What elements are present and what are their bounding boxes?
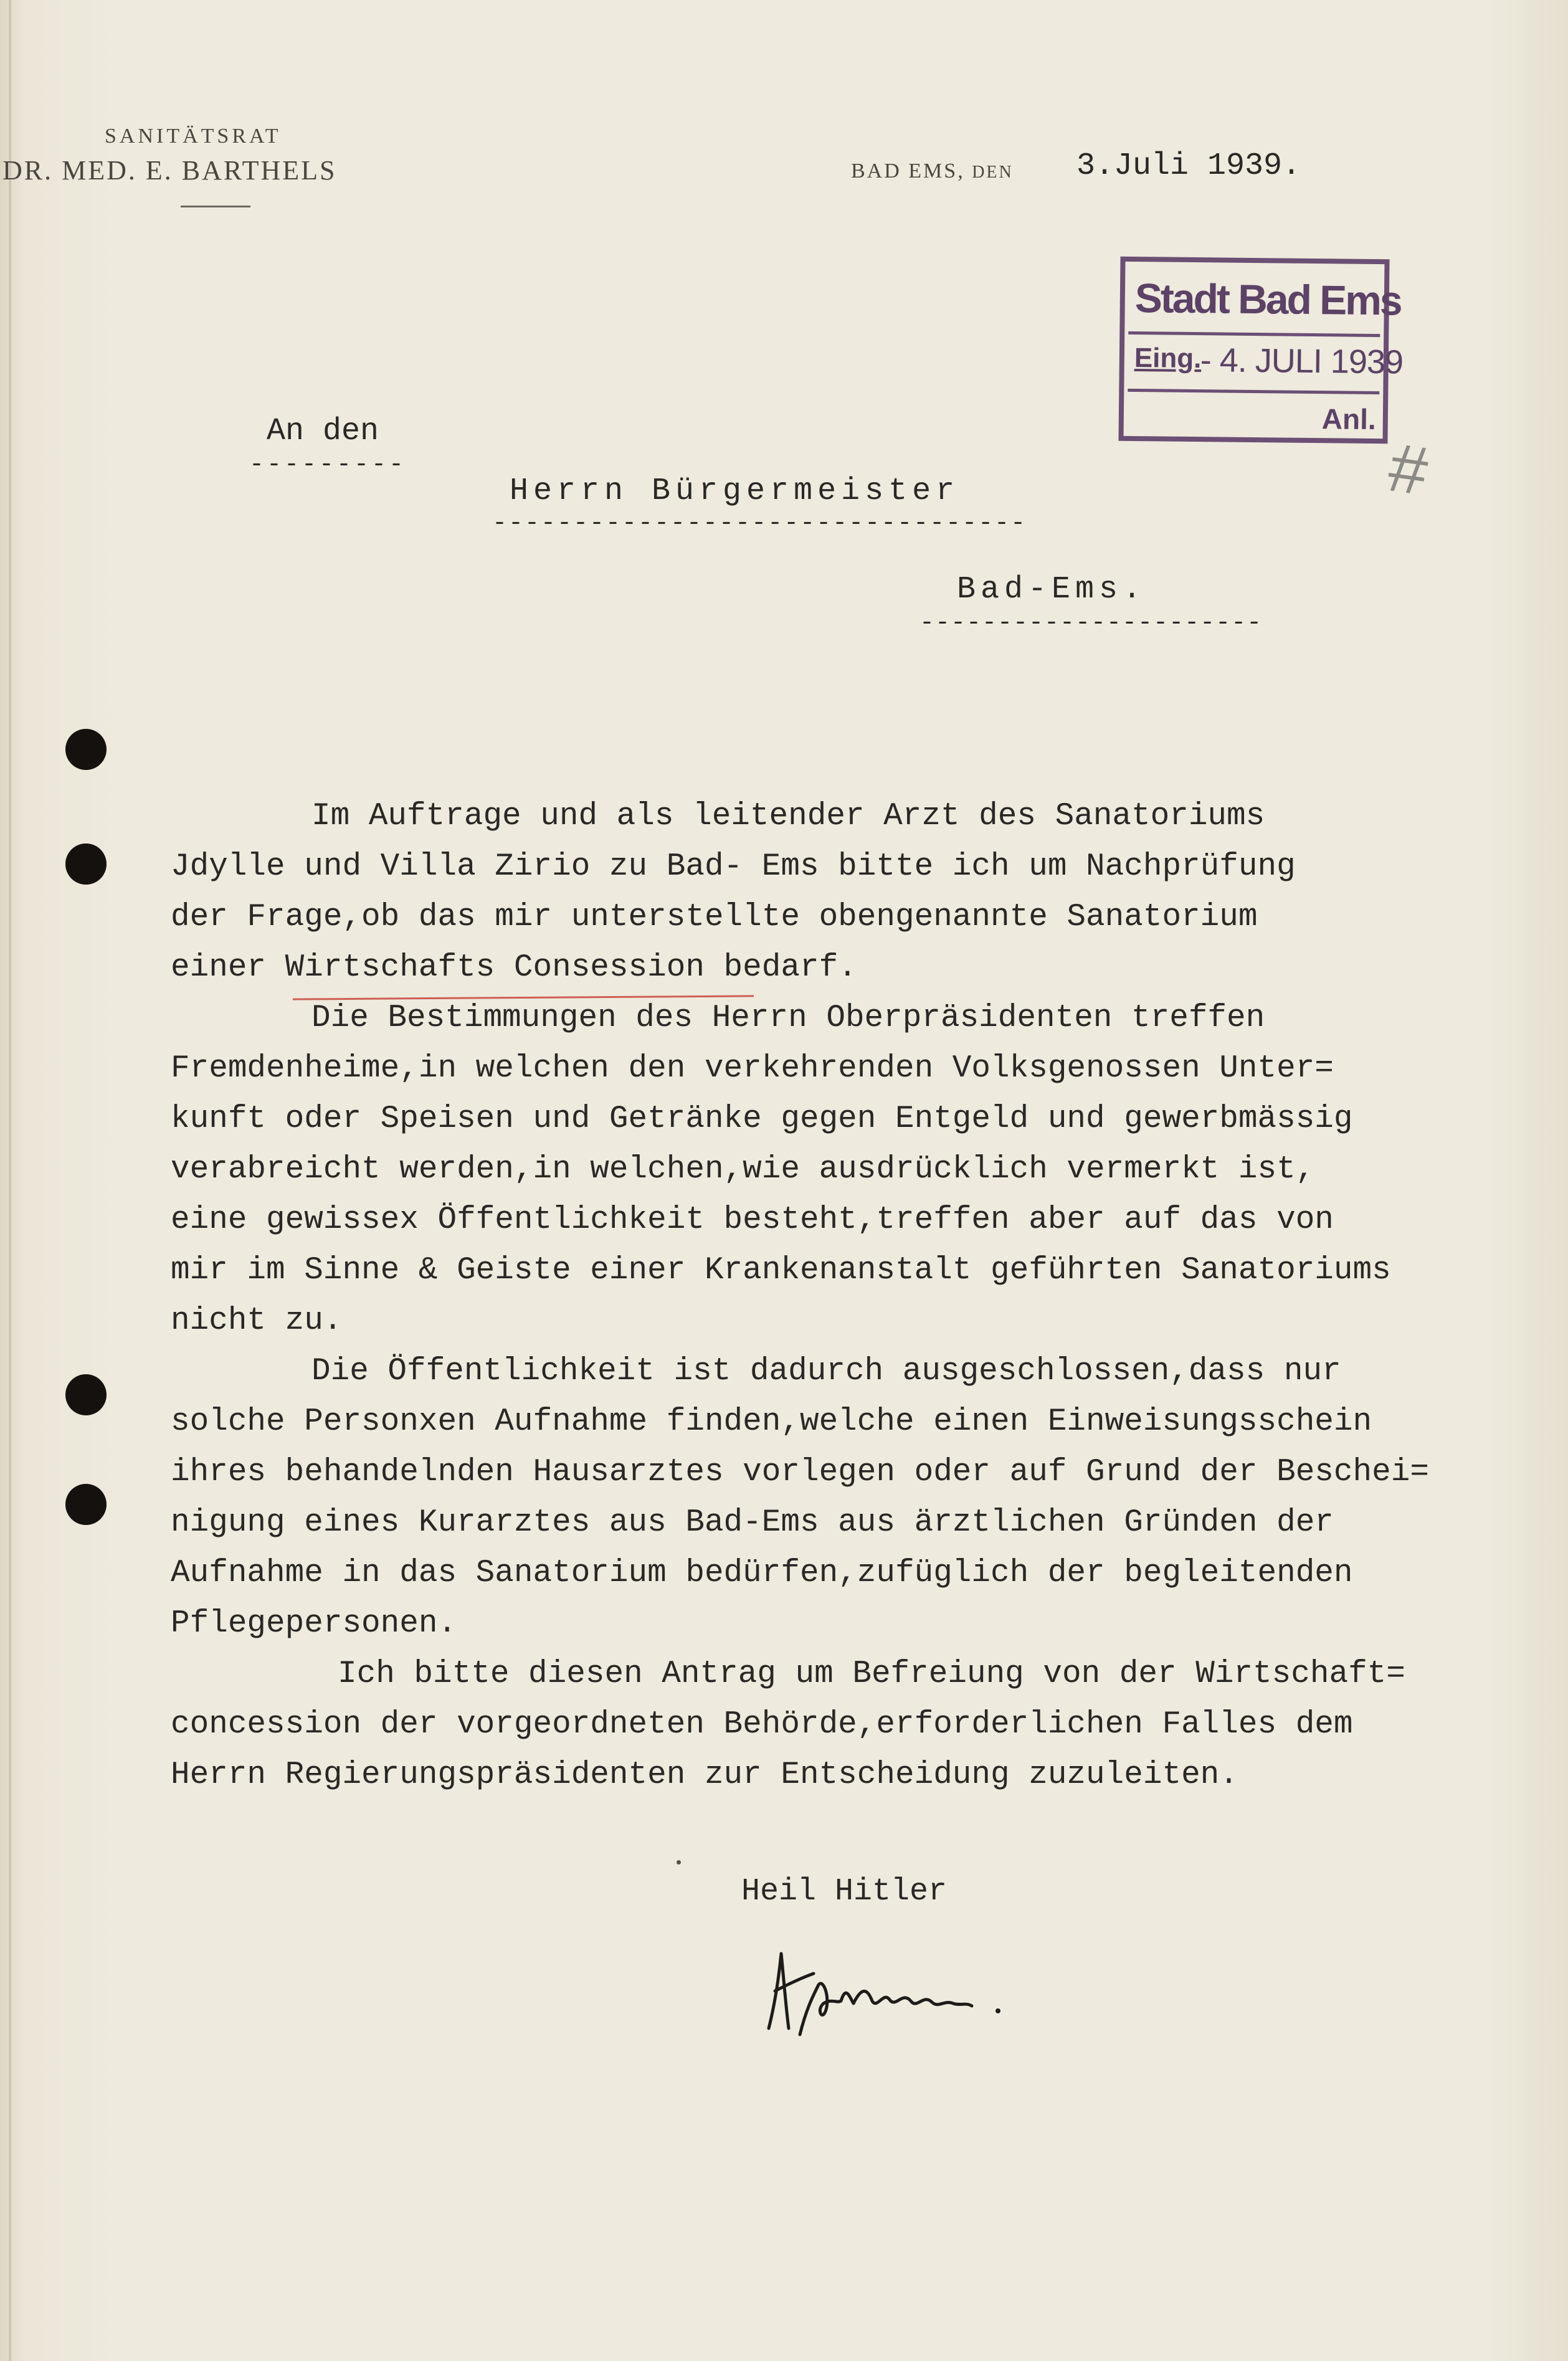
punch-hole-2	[65, 843, 107, 885]
address-city: Bad-Ems.	[957, 572, 1147, 607]
stamp-anl-label: Anl.	[1321, 402, 1377, 436]
body-line: Pflegepersonen.	[171, 1606, 457, 1641]
body-line: Die Bestimmungen des Herrn Oberpräsidenten treffen	[311, 1000, 1265, 1036]
body-line: Im Auftrage und als leitender Arzt des Sanatoriums	[311, 799, 1265, 834]
address-to-underline: ---------	[249, 451, 407, 479]
closing-greeting: Heil Hitler	[741, 1874, 948, 1909]
paragraph-1	[171, 791, 1454, 993]
place-den: DEN	[972, 163, 1014, 182]
body-line: Aufnahme in das Sanatorium bedürfen,zufüglich der begleitenden	[171, 1556, 1353, 1591]
paragraph-4	[171, 1649, 1454, 1800]
received-stamp	[1118, 257, 1404, 444]
paragraph-3	[171, 1346, 1454, 1649]
page-edge	[9, 0, 11, 2361]
letterhead-title: SANITÄTSRAT	[105, 125, 282, 148]
body-line: mir im Sinne & Geiste einer Krankenanstalt geführten Sanatoriums	[171, 1253, 1391, 1288]
place-name: BAD EMS,	[851, 159, 965, 183]
address-to: An den	[267, 414, 379, 449]
stamp-date: - 4. JULI 1939	[1200, 341, 1404, 381]
body-line: concession der vorgeordneten Behörde,erforderlichen Falles dem	[171, 1707, 1353, 1742]
body-line: Herrn Regierungspräsidenten zur Entscheidung zuzuleiten.	[171, 1757, 1238, 1793]
address-recipient: Herrn Bürgermeister	[510, 473, 960, 509]
body-line: nigung eines Kurarztes aus Bad-Ems aus ärztlichen Gründen der	[171, 1505, 1334, 1541]
letter-date: 3.Juli 1939.	[1076, 148, 1301, 184]
handwritten-signature	[756, 1941, 1012, 2041]
letterhead-name: DR. MED. E. BARTHELS	[2, 155, 337, 186]
stamp-divider	[1128, 331, 1380, 337]
punch-hole-3	[65, 1374, 107, 1415]
address-city-underline: ----------------------	[919, 609, 1263, 637]
body-line: einer Wirtschafts Consession bedarf.	[171, 950, 857, 986]
stamp-title: Stadt Bad Ems	[1134, 274, 1402, 324]
ink-dot	[677, 1860, 681, 1865]
letter-body	[171, 791, 1454, 1800]
body-line: ihres behandelnden Hausarztes vorlegen oder auf Grund der Beschei=	[171, 1455, 1429, 1490]
pencil-mark: #	[1384, 429, 1433, 510]
punch-hole-4	[65, 1484, 107, 1525]
paragraph-2	[171, 993, 1454, 1346]
body-line: Fremdenheime,in welchen den verkehrenden Volksgenossen Unter=	[171, 1051, 1334, 1086]
body-line: Ich bitte diesen Antrag um Befreiung von der Wirtschaft=	[338, 1656, 1405, 1692]
body-line: der Frage,ob das mir unterstellte obengenannte Sanatorium	[171, 900, 1258, 935]
letterhead-rule	[181, 206, 250, 207]
body-line: Die Öffentlichkeit ist dadurch ausgeschlossen,dass nur	[311, 1354, 1341, 1389]
punch-hole-1	[65, 729, 107, 770]
stamp-eing-label: Eing.	[1134, 342, 1202, 374]
body-line: verabreicht werden,in welchen,wie ausdrücklich vermerkt ist,	[171, 1152, 1315, 1187]
stamp-divider	[1128, 389, 1379, 394]
letterhead-place	[851, 159, 1014, 183]
body-line: eine gewissex Öffentlichkeit besteht,treffen aber auf das von	[171, 1202, 1334, 1238]
address-recipient-underline: ---------------------------------	[492, 510, 1027, 538]
body-line: nicht zu.	[171, 1303, 343, 1339]
body-line: kunft oder Speisen und Getränke gegen Entgeld und gewerbmässig	[171, 1101, 1353, 1137]
body-line: solche Personxen Aufnahme finden,welche einen Einweisungsschein	[171, 1404, 1372, 1440]
body-line: Jdylle und Villa Zirio zu Bad- Ems bitte ich um Nachprüfung	[171, 849, 1296, 885]
